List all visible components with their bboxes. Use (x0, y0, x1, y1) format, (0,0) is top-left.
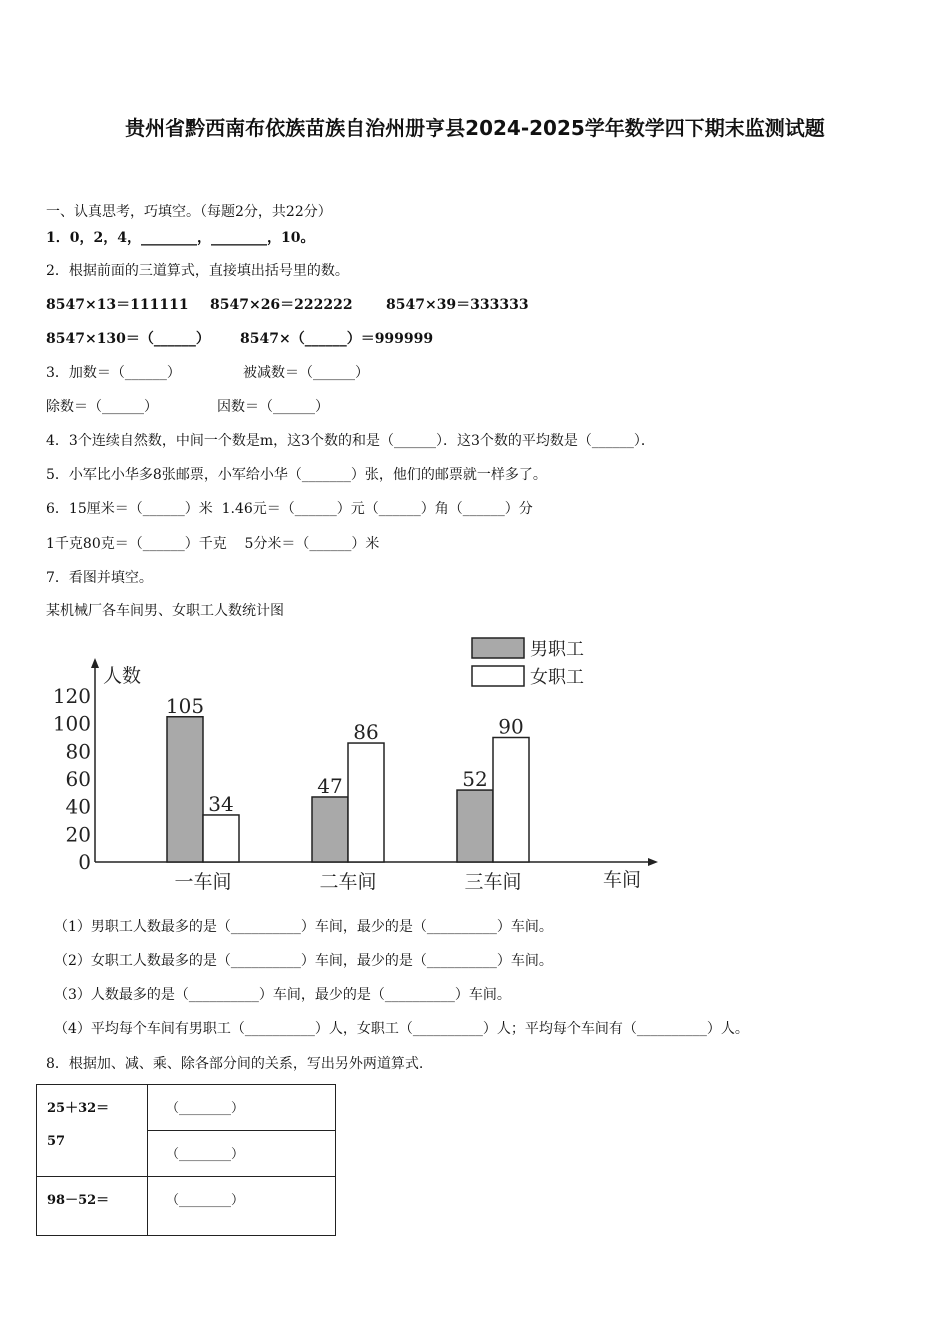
question-3-divisor: 除数＝（______） (46, 399, 158, 415)
data-label: 34 (208, 791, 234, 816)
y-axis-label: 人数 (103, 665, 142, 687)
bar-女职工 (203, 815, 239, 862)
q8-expression-2: 98－52＝ (37, 1177, 148, 1236)
question-6-line-1: 6．15厘米＝（______）米 1.46元＝（______）元（______）角（______）分 (46, 501, 533, 517)
q2-equation-3: 8547×39＝333333 (386, 297, 529, 313)
question-5: 5．小军比小华多8张邮票，小军给小华（_______）张，他们的邮票就一样多了。 (46, 467, 547, 483)
q8-expression-1a: 25＋32＝ (47, 1101, 110, 1116)
q2-equation-4: 8547×130＝（______） (46, 331, 210, 347)
question-8: 8．根据加、减、乘、除各部分间的关系，写出另外两道算式. (46, 1056, 424, 1072)
legend-swatch-女职工 (472, 666, 524, 686)
y-tick-label: 0 (78, 850, 91, 874)
category-label: 二车间 (319, 871, 377, 893)
bar-女职工 (348, 743, 384, 862)
q8-answer-cell-1[interactable]: （________） (148, 1085, 336, 1131)
category-label: 三车间 (464, 871, 522, 893)
bar-男职工 (167, 717, 203, 862)
q2-equation-5: 8547×（______）＝999999 (240, 331, 434, 347)
legend-label: 男职工 (530, 639, 584, 660)
y-tick-label: 60 (65, 767, 91, 791)
page-title: 贵州省黔西南布依族苗族自治州册亨县2024-2025学年数学四下期末监测试题 (125, 116, 825, 140)
y-tick-label: 120 (52, 684, 91, 708)
y-axis-arrow (91, 658, 99, 668)
y-tick-label: 40 (65, 794, 91, 819)
question-7-3: （3）人数最多的是（__________）车间，最少的是（__________）车间。 (54, 987, 511, 1003)
question-3-minuend: 被减数＝（______） (243, 365, 369, 381)
question-7-4: （4）平均每个车间有男职工（__________）人，女职工（__________）人；平均每个车间有（__________）人。 (54, 1021, 749, 1037)
q8-table (36, 1084, 336, 1236)
q8-answer-cell-3[interactable]: （________） (148, 1177, 336, 1236)
question-3-factor: 因数＝（______） (217, 399, 329, 415)
bar-chart (40, 630, 670, 900)
bar-男职工 (457, 790, 493, 862)
data-label: 86 (353, 720, 379, 745)
data-label: 47 (317, 773, 343, 798)
q8-expression-1b: 57 (47, 1134, 66, 1149)
question-4: 4．3个连续自然数，中间一个数是m，这3个数的和是（______）．这3个数的平均数是（______）． (46, 433, 655, 449)
question-2: 2．根据前面的三道算式，直接填出括号里的数。 (46, 263, 349, 279)
data-label: 52 (462, 767, 488, 792)
q8-cell-expression-1 (37, 1085, 148, 1177)
bar-女职工 (493, 738, 529, 863)
question-7-2: （2）女职工人数最多的是（__________）车间，最少的是（__________）车间。 (54, 953, 553, 969)
question-7: 7．看图并填空。 (46, 570, 153, 586)
question-1: 1．0，2，4，________，________，10。 (46, 230, 315, 246)
question-7-1: （1）男职工人数最多的是（__________）车间，最少的是（__________）车间。 (54, 919, 553, 935)
x-axis-label: 车间 (603, 869, 642, 891)
data-label: 105 (165, 693, 205, 718)
y-tick-label: 20 (65, 822, 91, 847)
chart-caption: 某机械厂各车间男、女职工人数统计图 (46, 603, 284, 619)
legend-label: 女职工 (530, 667, 584, 688)
q2-equation-1: 8547×13＝111111 (46, 297, 189, 313)
question-6-line-2: 1千克80克＝（______）千克 5分米＝（______）米 (46, 536, 380, 552)
section-heading: 一、认真思考，巧填空。（每题2分，共22分） (46, 204, 332, 220)
data-label: 90 (498, 714, 524, 739)
question-3-addend: 3．加数＝（______） (46, 365, 181, 381)
bar-男职工 (312, 797, 348, 862)
q8-answer-cell-2[interactable]: （________） (148, 1131, 336, 1177)
y-tick-label: 100 (52, 711, 91, 736)
category-label: 一车间 (174, 871, 232, 893)
legend-swatch-男职工 (472, 638, 524, 658)
x-axis-arrow (648, 858, 658, 866)
q2-equation-2: 8547×26＝222222 (210, 297, 353, 313)
y-tick-label: 80 (65, 739, 91, 764)
